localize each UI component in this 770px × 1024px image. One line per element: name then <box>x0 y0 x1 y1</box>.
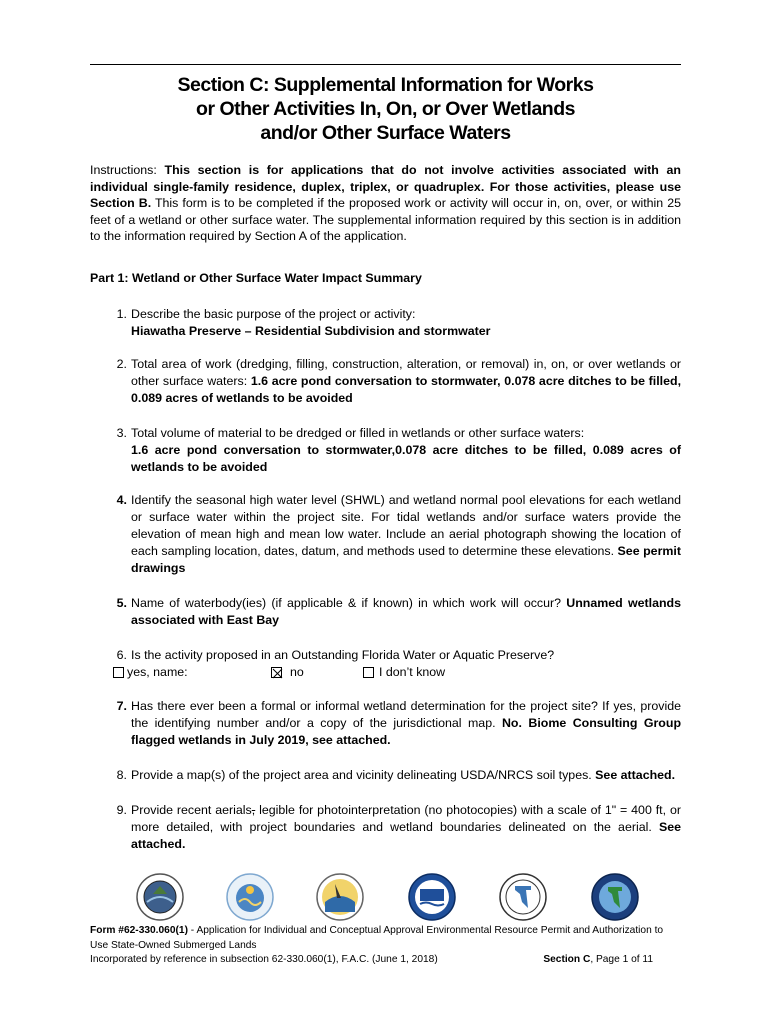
question-text: Has there ever been a formal or informal wetland determination for the project site? If yes, provide the identifying number and/or a copy of the jurisdictional map. <box>131 699 681 730</box>
checkbox-no-checked[interactable] <box>271 667 282 678</box>
page-title <box>90 73 681 145</box>
checkbox-yes[interactable] <box>113 667 124 678</box>
question-4 <box>90 492 681 577</box>
incorporated-by-reference: Incorporated by reference in subsection 62-330.060(1), F.A.C. (June 1, 2018) <box>90 954 438 966</box>
sfwmd-logo <box>590 872 640 922</box>
part1-heading: Part 1: Wetland or Other Surface Water Impact Summary <box>90 271 422 285</box>
page-number: , Page 1 of 11 <box>590 954 653 966</box>
choice-dont-know[interactable] <box>363 664 445 681</box>
instructions-bold: This section is for applications that do not involve activities associated with an individual single-family residence, duplex, triplex, or quadruplex. For those activities, please use Section B. <box>90 163 681 211</box>
answer-text: No. Biome Consulting Group flagged wetlands in July 2019, see attached. <box>131 716 682 747</box>
question-text: Total volume of material to be dredged or filled in wetlands or other surface waters: <box>131 426 585 440</box>
question-text: Provide recent aerials <box>131 803 252 817</box>
title-line-2: or Other Activities In, On, or Over Wetlands <box>196 98 575 120</box>
answer-text: 1.6 acre pond conversation to stormwater, 0.078 acre ditches to be filled, 0.089 acres of wetlands to be avoided <box>131 374 682 405</box>
instructions-label: Instructions: <box>90 163 165 177</box>
answer-text: 1.6 acre pond conversation to stormwater,0.078 acre ditches to be filled, 0.089 acres of wetlands to be avoided <box>131 443 681 474</box>
answer-text: Hiawatha Preserve – Residential Subdivision and stormwater <box>131 324 491 338</box>
page-indicator <box>543 953 653 968</box>
question-8 <box>90 767 681 784</box>
question-text: Name of waterbody(ies) (if applicable & if known) in which work will occur? <box>131 596 567 610</box>
choice-dont-know-label: I don’t know <box>379 665 446 679</box>
answer-text: See attached. <box>595 768 676 782</box>
choice-yes-label: yes, name: <box>127 665 188 679</box>
ofw-choices <box>90 664 681 681</box>
question-number: 8. <box>116 768 127 782</box>
question-number: 7. <box>116 699 127 713</box>
question-text: Identify the seasonal high water level (SHWL) and wetland normal pool elevations for each wetland or surface water within the project site. For tidal wetlands and/or surface waters provide the elevation of mean high and mean low water. Include an aerial photograph showing the location of each sampling location, dates, datum, and methods used to determine these elevations. <box>131 493 681 558</box>
title-line-3: and/or Other Surface Waters <box>260 122 511 144</box>
sjrwmd-logo <box>315 872 365 922</box>
footer-form-line <box>90 924 681 953</box>
question-number: 4. <box>116 493 127 507</box>
question-number: 9. <box>116 803 127 817</box>
choice-yes[interactable] <box>113 664 188 681</box>
choice-no[interactable] <box>271 664 304 681</box>
question-6 <box>90 647 681 681</box>
question-number: 5. <box>116 596 127 610</box>
dep-logo <box>407 872 457 922</box>
section-label: Section C <box>543 954 591 966</box>
question-number: 6. <box>116 648 127 662</box>
instructions-rest: This form is to be completed if the proposed work or activity will occur in, on, over, or within 25 feet of a wetland or other surface water. The supplemental information required by this section is in addition to the information required by Section A of the application. <box>90 196 681 244</box>
question-number: 3. <box>116 426 127 440</box>
question-7 <box>90 698 681 749</box>
footer-bottom-row <box>90 953 681 968</box>
instructions <box>90 162 681 245</box>
checkmark-x-icon <box>272 668 283 679</box>
question-2 <box>90 356 681 407</box>
question-number: 1. <box>116 307 127 321</box>
struck-comma: , <box>251 803 256 817</box>
answer-text: See permit drawings <box>131 544 681 575</box>
agency-logos <box>135 872 645 924</box>
question-1 <box>90 306 681 340</box>
question-text: Provide a map(s) of the project area and vicinity delineating USDA/NRCS soil types. <box>131 768 596 782</box>
answer-text: See attached. <box>131 820 681 851</box>
question-text: Total area of work (dredging, filling, construction, alteration, or removal) in, on, or over wetlands or other surface waters: <box>131 357 681 388</box>
question-text-cont: legible for photointerpretation (no photocopies) with a scale of 1" = 400 ft, or more detailed, with project boundaries and wetland boundaries delineated on the aerial. <box>131 803 681 834</box>
question-3 <box>90 425 681 476</box>
form-number: Form #62-330.060(1) <box>90 925 188 936</box>
question-text: Describe the basic purpose of the project or activity: <box>131 307 416 321</box>
form-description: - Application for Individual and Conceptual Approval Environmental Resource Permit and Authorization to Use State-Owned Submerged Lands <box>90 925 664 951</box>
srwmd-logo <box>225 872 275 922</box>
choice-no-label: no <box>290 665 304 679</box>
question-9 <box>90 802 681 853</box>
checkbox-dont-know[interactable] <box>363 667 374 678</box>
top-rule <box>90 64 681 65</box>
title-line-1: Section C: Supplemental Information for Works <box>177 74 594 96</box>
swfwmd-logo <box>498 872 548 922</box>
question-number: 2. <box>116 357 127 371</box>
nwfwmd-seal-logo <box>135 872 185 922</box>
answer-text: Unnamed wetlands associated with East Bay <box>131 596 681 627</box>
question-text: Is the activity proposed in an Outstanding Florida Water or Aquatic Preserve? <box>131 648 555 662</box>
question-5 <box>90 595 681 629</box>
page-footer <box>90 924 681 968</box>
